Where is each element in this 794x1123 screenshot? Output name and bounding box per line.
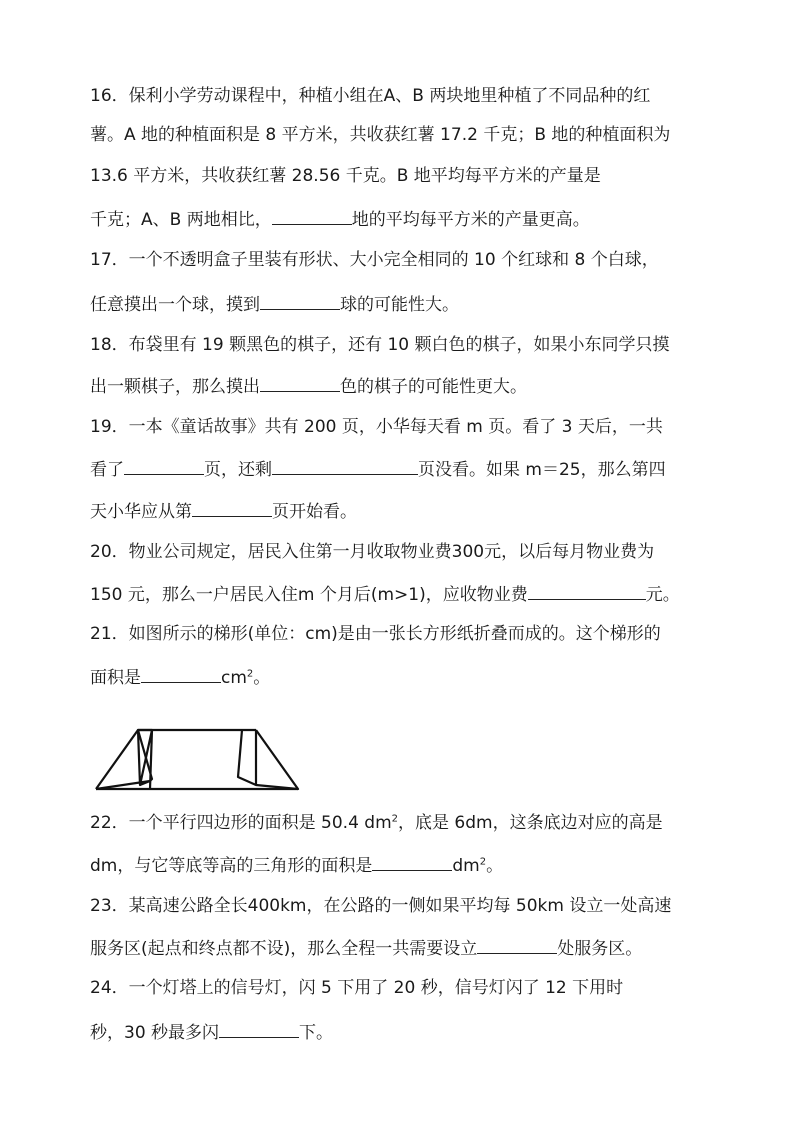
q21-line2 bbox=[90, 664, 270, 690]
q22-text-d: 。 bbox=[486, 856, 504, 876]
q19-text-b: 页，还剩 bbox=[204, 460, 272, 480]
answer-blank[interactable] bbox=[272, 456, 418, 475]
left-flap bbox=[96, 781, 150, 789]
q18-line2 bbox=[90, 373, 527, 399]
q22-text-a: 22．一个平行四边形的面积是 50.4 dm bbox=[90, 813, 392, 833]
q17-text-a: 任意摸出一个球，摸到 bbox=[90, 295, 260, 315]
q24-text-a: 秒，30 秒最多闪 bbox=[90, 1023, 220, 1043]
q19-text-a: 看了 bbox=[90, 460, 124, 480]
q21-unit: cm bbox=[221, 668, 247, 688]
q18-line1: 18．布袋里有 19 颗黑色的棋子，还有 10 颗白色的棋子，如果小东同学只摸 bbox=[90, 335, 670, 355]
trapezoid-base bbox=[96, 730, 298, 789]
q22-text-c: dm，与它等底等高的三角形的面积是 bbox=[90, 856, 373, 876]
q22-text-b: ，底是 6dm，这条底边对应的高是 bbox=[398, 813, 663, 833]
q19-line3 bbox=[90, 498, 357, 524]
q19-line2 bbox=[90, 456, 666, 482]
answer-blank[interactable] bbox=[272, 206, 352, 225]
answer-blank[interactable] bbox=[219, 1019, 299, 1038]
answer-blank[interactable] bbox=[141, 664, 221, 683]
q23-text-a: 服务区(起点和终点都不设)，那么全程一共需要设立 bbox=[90, 939, 478, 959]
q22-unit-exponent: 2 bbox=[479, 856, 487, 868]
answer-blank[interactable] bbox=[477, 935, 557, 954]
answer-blank[interactable] bbox=[372, 852, 452, 871]
q16-line4 bbox=[90, 206, 590, 232]
q23-line2 bbox=[90, 935, 642, 961]
answer-blank[interactable] bbox=[260, 291, 340, 310]
q17-line1: 17．一个不透明盒子里装有形状、大小完全相同的 10 个红球和 8 个白球， bbox=[90, 250, 659, 270]
answer-blank[interactable] bbox=[260, 373, 340, 392]
q18-text-b: 色的棋子的可能性更大。 bbox=[340, 377, 527, 397]
right-flap bbox=[238, 730, 298, 789]
q17-text-b: 球的可能性大。 bbox=[340, 295, 459, 315]
q19-text-d: 天小华应从第 bbox=[90, 502, 192, 522]
q21-text-c: 。 bbox=[253, 668, 271, 688]
q16-line1: 16．保利小学劳动课程中，种植小组在A、B 两块地里种植了不同品种的红 bbox=[90, 86, 651, 106]
q22-line1 bbox=[90, 811, 663, 835]
q21-unit-exponent: 2 bbox=[246, 668, 254, 680]
q20-line2 bbox=[90, 581, 680, 607]
q18-text-a: 出一颗棋子，那么摸出 bbox=[90, 377, 260, 397]
q22-exponent: 2 bbox=[391, 813, 399, 825]
q16-line3: 13.6 平方米，共收获红薯 28.56 千克。B 地平均每平方米的产量是 bbox=[90, 166, 601, 186]
q24-line1: 24．一个灯塔上的信号灯，闪 5 下用了 20 秒，信号灯闪了 12 下用时 bbox=[90, 978, 624, 998]
q20-line1: 20．物业公司规定，居民入住第一月收取物业费300元，以后每月物业费为 bbox=[90, 542, 655, 562]
q24-line2 bbox=[90, 1019, 333, 1045]
q23-line1: 23．某高速公路全长400km，在公路的一侧如果平均每 50km 设立一处高速 bbox=[90, 896, 672, 916]
q23-text-b: 处服务区。 bbox=[557, 939, 643, 959]
trapezoid-top bbox=[96, 730, 256, 789]
q16-text-a: 千克；A、B 两地相比， bbox=[90, 210, 272, 230]
q22-line2 bbox=[90, 852, 503, 878]
q20-text-a: 150 元，那么一户居民入住m 个月后(m>1)，应收物业费 bbox=[90, 585, 528, 605]
answer-blank[interactable] bbox=[528, 581, 646, 600]
q17-line2 bbox=[90, 291, 459, 317]
answer-blank[interactable] bbox=[192, 498, 272, 517]
q19-line1: 19．一本《童话故事》共有 200 页，小华每天看 m 页。看了 3 天后，一共 bbox=[90, 417, 663, 437]
q20-text-b: 元。 bbox=[645, 585, 680, 605]
q24-text-b: 下。 bbox=[299, 1023, 334, 1043]
q21-text-a: 面积是 bbox=[90, 668, 141, 688]
q16-line2: 薯。A 地的种植面积是 8 平方米，共收获红薯 17.2 千克；B 地的种植面积为 bbox=[90, 125, 671, 145]
answer-blank[interactable] bbox=[124, 456, 204, 475]
q16-text-b: 地的平均每平方米的产量更高。 bbox=[351, 210, 590, 230]
q21-line1: 21．如图所示的梯形(单位：cm)是由一张长方形纸折叠而成的。这个梯形的 bbox=[90, 624, 661, 644]
q19-text-c: 页没看。如果 m＝25，那么第四 bbox=[418, 460, 666, 480]
q22-unit: dm bbox=[452, 856, 480, 876]
trapezoid-figure bbox=[92, 705, 307, 795]
q19-text-e: 页开始看。 bbox=[272, 502, 357, 522]
